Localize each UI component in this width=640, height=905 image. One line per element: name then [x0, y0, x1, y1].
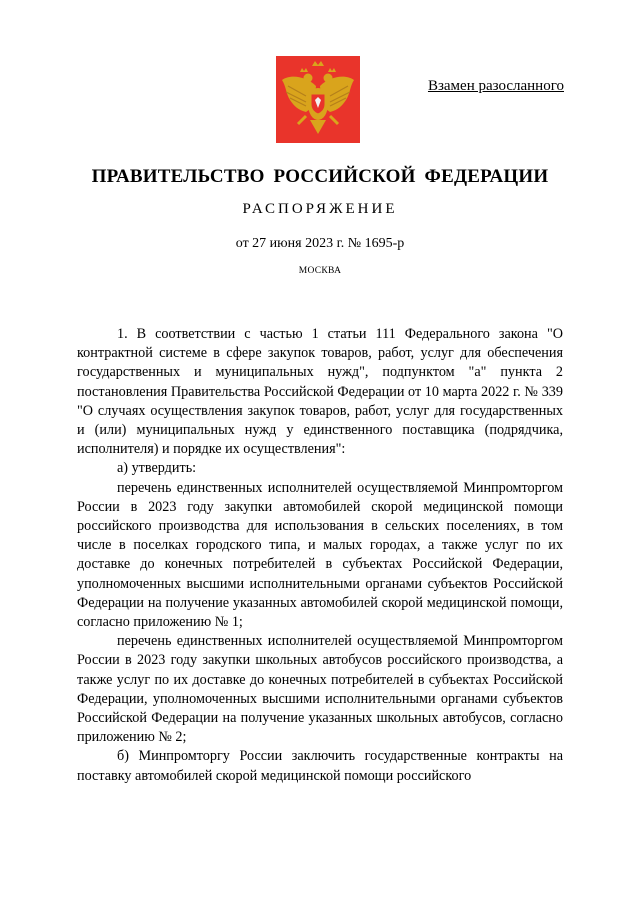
paragraph-1a: а) утвердить: [117, 460, 197, 477]
document-date-number: от 27 июня 2023 г. № 1695-р [235, 236, 405, 251]
paragraph-1b: б) Минпромторгу России заключить государственные контракты на поставку автомобилей скорой медицинской помощи российского [77, 748, 563, 784]
russian-coat-of-arms-icon [276, 56, 360, 143]
government-title: ПРАВИТЕЛЬСТВО РОССИЙСКОЙ ФЕДЕРАЦИИ [91, 166, 549, 187]
document-city: МОСКВА [298, 266, 342, 276]
paragraph-list-ambulance: перечень единственных исполнителей осуществляемой Минпромторгом России в 2023 году закупки автомобилей скорой медицинской помощи российского производства для использования в сельских поселениях, в том числе в поселках городского типа, и малых городах, а также услуг по их доставке до конечных потребителей в субъектах Российской Федерации, уполномоченных высшими исполнительными органами субъектов Российской Федерации на получение указанных автомобилей скорой медицинской помощи, согласно приложению № 1; [77, 479, 563, 631]
document-body [77, 325, 563, 786]
paragraph-1: 1. В соответствии с частью 1 статьи 111 Федерального закона "О контрактной системе в сфере закупок товаров, работ, услуг для обеспечения государственных и муниципальных нужд", подпунктом "а" пункта 2 постановления Правительства Российской Федерации от 10 марта 2022 г. № 339 "О случаях осуществления закупок товаров, работ, услуг для государственных и (или) муниципальных нужд у единственного поставщика (подрядчика, исполнителя) и порядке их осуществления": [77, 326, 563, 458]
paragraph-list-buses: перечень единственных исполнителей осуществляемой Минпромторгом России в 2023 году закупки школьных автобусов российского производства, а также услуг по их доставке до конечных потребителей в субъектах Российской Федерации, уполномоченных высшими исполнительными органами субъектов Российской Федерации на получение указанных школьных автобусов, согласно приложению № 2; [77, 633, 563, 746]
replacement-note: Взамен разосланного [427, 78, 564, 94]
document-type: РАСПОРЯЖЕНИЕ [242, 201, 398, 217]
